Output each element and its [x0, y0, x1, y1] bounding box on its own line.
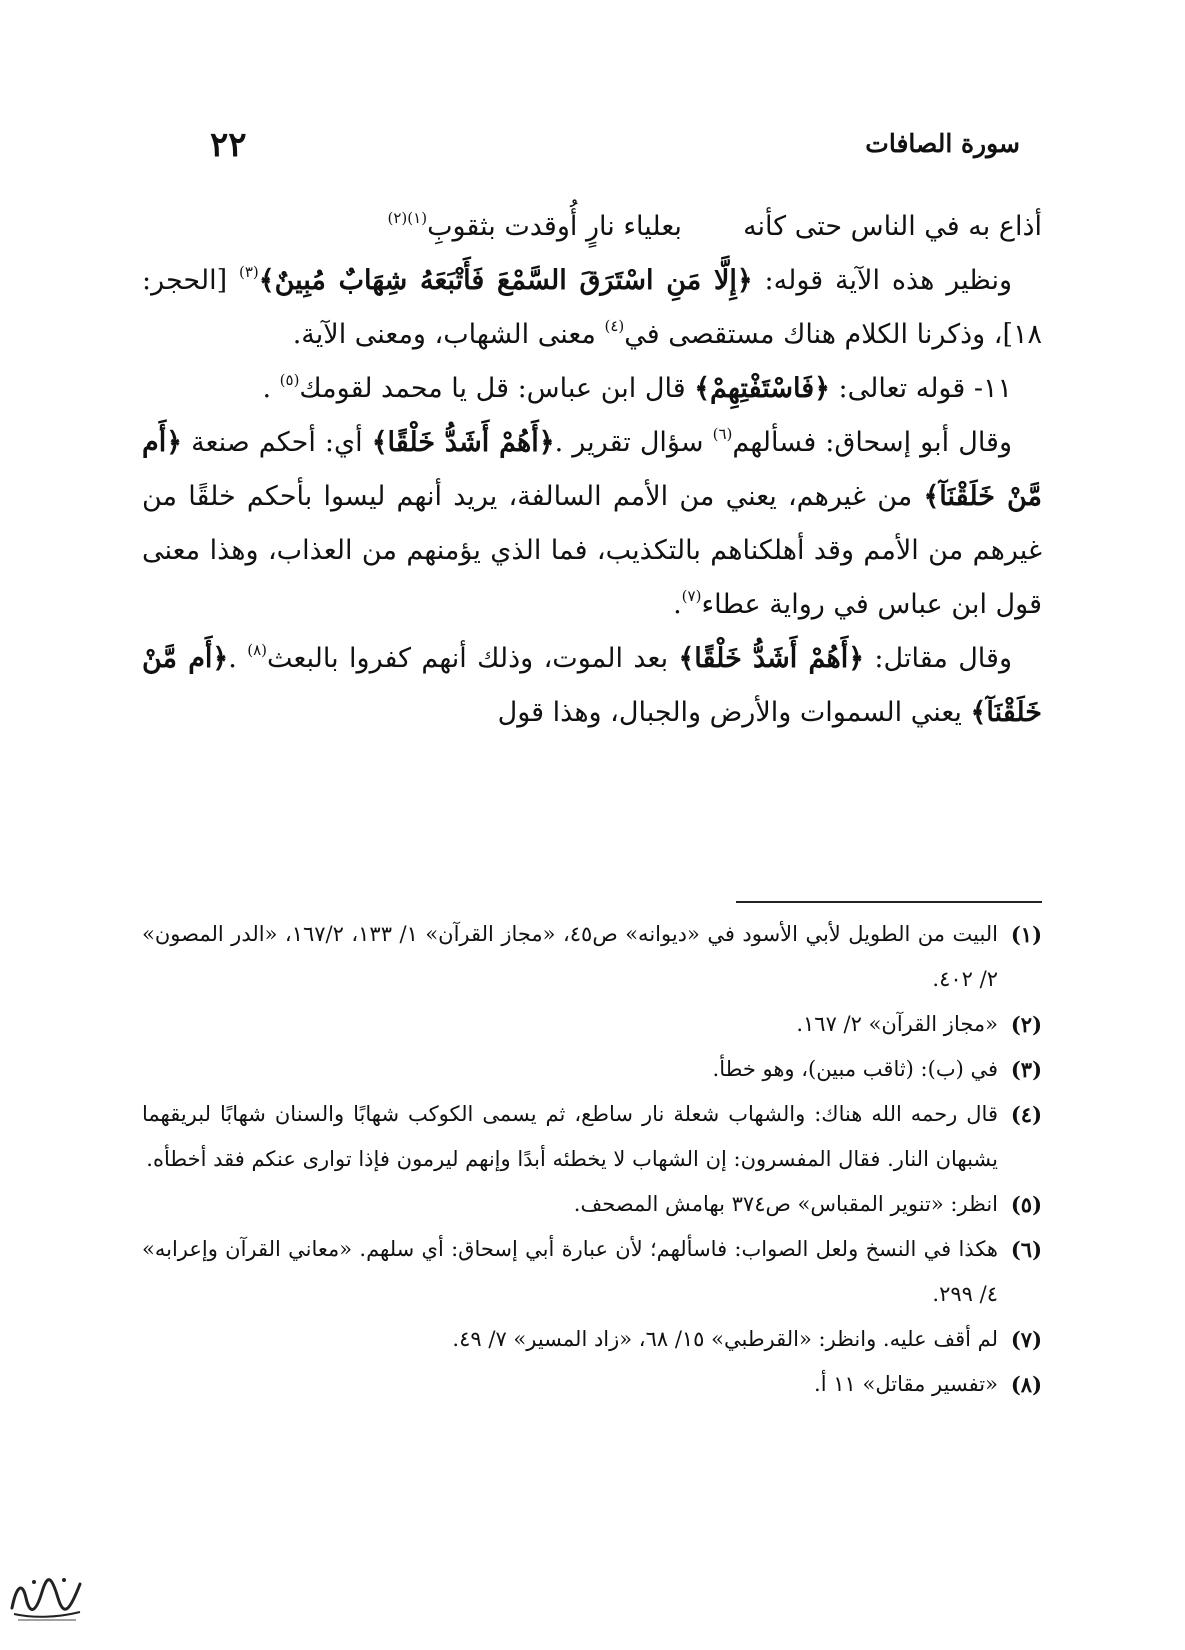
- quran-quote: ﴿أَم مَّنْ خَلَقْنَآ﴾: [142, 427, 1043, 512]
- footnote-number: (٧): [1010, 1327, 1042, 1352]
- footnote: [142, 1227, 1042, 1317]
- main-text: [142, 200, 1042, 740]
- footnote: [142, 1092, 1042, 1182]
- footnote-separator: [736, 901, 1042, 903]
- footnote-ref[interactable]: (٧): [681, 587, 702, 605]
- footnote-text: «تفسير مقاتل» ١١ أ.: [814, 1372, 998, 1396]
- footnote-text: البيت من الطويل لأبي الأسود في «ديوانه» ص٤٥، «مجاز القرآن» ١/ ١٣٣، ١٦٧/٢، «الدر المصون» ٢/ ٤٠٢.: [142, 922, 999, 991]
- footnote-ref[interactable]: (٥): [279, 371, 300, 389]
- footnote-number: (٤): [1010, 1102, 1042, 1127]
- quran-quote: ﴿أَهُمْ أَشَدُّ خَلْقًا﴾: [371, 427, 555, 458]
- footnote-ref[interactable]: (٨): [247, 641, 267, 659]
- verse-first-hemistich: أذاع به في الناس حتى كأنه: [743, 211, 1042, 242]
- footnote-number: (٢): [1010, 1012, 1042, 1037]
- footnote-number: (٨): [1010, 1372, 1042, 1397]
- footnote: [142, 1182, 1042, 1227]
- footnote: [142, 912, 1042, 1002]
- footnote-text: لم أقف عليه. وانظر: «القرطبي» ١٥/ ٦٨، «زاد المسير» ٧/ ٤٩.: [452, 1327, 998, 1351]
- footnotes: [142, 912, 1042, 1407]
- footnote-text: في (ب): (ثاقب مبين)، وهو خطأ.: [712, 1057, 998, 1081]
- footnote-ref[interactable]: (٣): [238, 263, 259, 281]
- footnote-ref[interactable]: (٦): [712, 425, 733, 443]
- footnote-text: قال رحمه الله هناك: والشهاب شعلة نار ساطع، ثم يسمى الكوكب شهابًا والسنان شهابًا لبريقهما يشبهان النار. فقال المفسرون: إن الشهاب لا يخطئه أبدًا وإنهم ليرمون فإذا توارى عنكم فقد أخطأه.: [142, 1102, 998, 1171]
- footnote: [142, 1002, 1042, 1047]
- footnote-number: (٦): [1010, 1237, 1042, 1262]
- footnote-ref[interactable]: (٤): [604, 317, 625, 335]
- footnote-number: (١): [1010, 922, 1042, 947]
- running-head: [210, 125, 1020, 169]
- page-number: ٢٢: [210, 125, 247, 165]
- surah-title: سورة الصافات: [865, 129, 1020, 158]
- poetry-verse: [142, 200, 1042, 254]
- paragraph: وقال مقاتل: ﴿أَهُمْ أَشَدُّ خَلْقًا﴾ بعد الموت، وذلك أنهم كفروا بالبعث$^{(٨)}$ .﴿أَم مَّنْ خَلَقْنَآ﴾ يعني السموات والأرض والجبال، وهذا قول: [142, 641, 1042, 728]
- quran-quote: ﴿إِلَّا مَنِ اسْتَرَقَ السَّمْعَ فَأَتْبَعَهُ شِهَابٌ مُبِينٌ﴾: [258, 265, 753, 296]
- publisher-logo: [6, 1568, 86, 1624]
- paragraph: ١١- قوله تعالى: ﴿فَاسْتَفْتِهِمْ﴾ قال ابن عباس: قل يا محمد لقومك$^{(٥)}$ .: [262, 371, 1012, 404]
- footnote-text: هكذا في النسخ ولعل الصواب: فاسألهم؛ لأن عبارة أبي إسحاق: أي سلهم. «معاني القرآن وإعرابه» ٤/ ٢٩٩.: [142, 1237, 998, 1306]
- footnote-number: (٣): [1010, 1057, 1042, 1082]
- footnote: [142, 1047, 1042, 1092]
- quran-quote: ﴿أَم مَّنْ خَلَقْنَآ﴾: [142, 643, 1042, 728]
- paragraph: وقال أبو إسحاق: فسألهم$^{(٦)}$ سؤال تقرير .﴿أَهُمْ أَشَدُّ خَلْقًا﴾ أي: أحكم صنعة ﴿أَم مَّنْ خَلَقْنَآ﴾ من غيرهم، يعني من الأمم السالفة، يريد أنهم ليسوا بأحكم خلقًا من غيرهم من الأمم وقد أهلكناهم بالتكذيب، فما الذي يؤمنهم من العذاب، وهذا معنى قول ابن عباس في رواية عطاء$^{(٧)}$.: [142, 425, 1043, 620]
- footnote-ref[interactable]: (١)(٢): [387, 209, 428, 227]
- quran-quote: ﴿فَاسْتَفْتِهِمْ﴾: [694, 373, 830, 404]
- footnote: [142, 1317, 1042, 1362]
- verse-second-hemistich: بعلياء نارٍ أُوقدت بثقوبِ: [427, 211, 682, 242]
- quran-quote: ﴿أَهُمْ أَشَدُّ خَلْقًا﴾: [678, 643, 865, 674]
- paragraph: ونظير هذه الآية قوله: ﴿إِلَّا مَنِ اسْتَرَقَ السَّمْعَ فَأَتْبَعَهُ شِهَابٌ مُبِينٌ﴾$^{(٣)}$ [الحجر: ١٨]، وذكرنا الكلام هناك مستقصى في$^{(٤)}$ معنى الشهاب، ومعنى الآية.: [142, 263, 1042, 350]
- footnote-number: (٥): [1010, 1192, 1042, 1217]
- footnote: [142, 1362, 1042, 1407]
- footnote-text: «مجاز القرآن» ٢/ ١٦٧.: [796, 1012, 998, 1036]
- footnote-text: انظر: «تنوير المقباس» ص٣٧٤ بهامش المصحف.: [573, 1192, 998, 1216]
